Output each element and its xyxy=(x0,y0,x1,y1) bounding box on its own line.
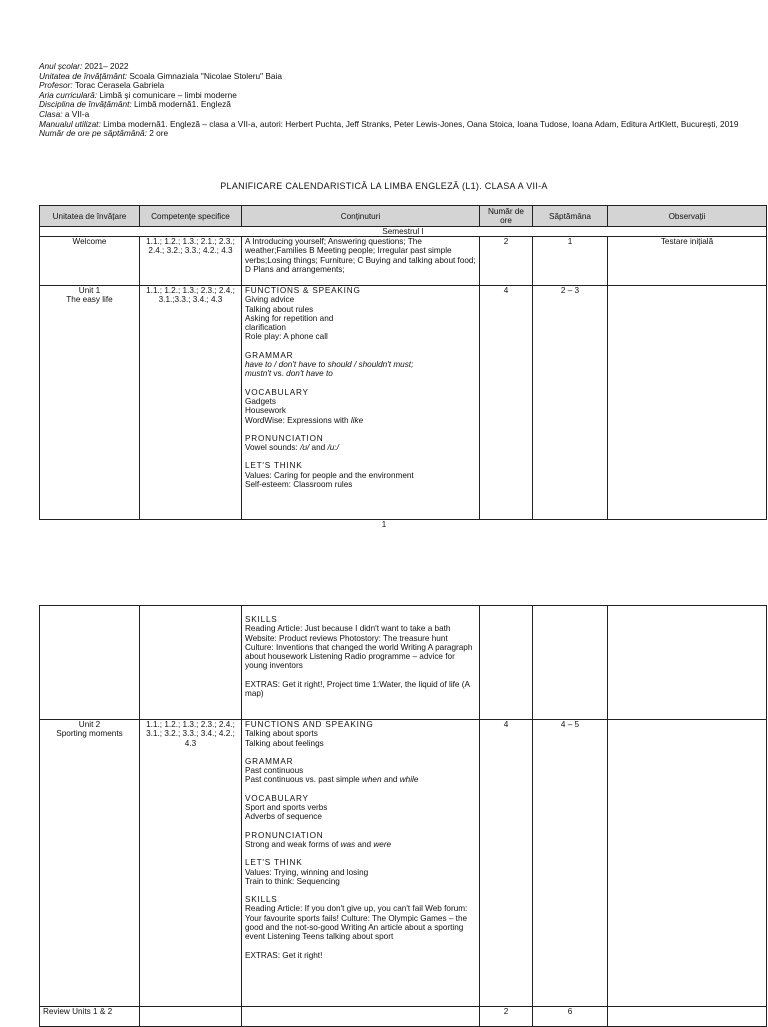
content-line: Values: Caring for people and the environment xyxy=(245,470,414,480)
content-line: Train to think: Sequencing xyxy=(245,876,340,886)
hours-value: 2 ore xyxy=(146,128,169,139)
contents-cell xyxy=(242,606,480,720)
pron-symbol: /u:/ xyxy=(327,443,339,453)
grammar-connector: vs. xyxy=(271,369,287,379)
teacher-label: Profesor: xyxy=(39,80,73,91)
contents-cell: A Introducing yourself; Answering questions; The weather;Families B Meeting people; Irregular past simple verbs;Losing things; Furniture; C Buying and talking about food; D Plans and arrangements; xyxy=(242,237,480,286)
notes-cell: Testare inițială xyxy=(608,237,767,286)
hours-cell xyxy=(480,606,533,720)
content-line: Gadgets xyxy=(245,396,276,406)
unit-cell xyxy=(40,286,140,520)
teacher-value: Torac Cerasela Gabriela xyxy=(72,80,165,91)
week-cell: 1 xyxy=(533,237,608,286)
semester-label: Semestrul I xyxy=(40,227,767,237)
unit-number: Unit 2 xyxy=(78,720,101,729)
extras-line: EXTRAS: Get it right!, Project time 1:Water, the liquid of life (A map) xyxy=(245,679,470,699)
content-line: Adverbs of sequence xyxy=(245,812,322,822)
week-cell: 2 – 3 xyxy=(533,286,608,520)
section-heading: SKILLS xyxy=(245,615,278,624)
grammar-term: while xyxy=(399,775,419,785)
content-line xyxy=(245,416,476,425)
subject-label: Disciplina de învățământ: xyxy=(39,99,132,110)
wordwise-term: like xyxy=(350,415,364,425)
section-heading: GRAMMAR xyxy=(245,350,294,360)
area-label: Aria curriculară: xyxy=(39,89,98,100)
planning-table-page-2 xyxy=(39,605,767,1027)
unit-cell xyxy=(40,720,140,1007)
content-paragraph: Reading Article: If you don't give up, you can't fail Web forum: Your favourite sports fails! Culture: The Olympic Games – the good and the not-so-good Writing An article about a sporting event Listening Teens talking about sport xyxy=(245,904,468,942)
content-line xyxy=(245,443,476,452)
section-heading: VOCABULARY xyxy=(245,793,309,803)
grammar-text: Past continuous vs. past simple xyxy=(245,775,362,785)
content-line: Role play: A phone call xyxy=(245,332,328,342)
content-line: Self-esteem: Classroom rules xyxy=(245,480,353,490)
table-row-welcome xyxy=(40,237,767,286)
extras-line: EXTRAS: Get it right! xyxy=(245,950,323,960)
content-line: Talking about sports xyxy=(245,729,318,739)
table-row-unit-1 xyxy=(40,286,767,520)
section-heading: SKILLS xyxy=(245,895,278,905)
header-unit: Unitatea de învățare xyxy=(40,206,140,227)
content-line xyxy=(245,369,476,378)
content-line xyxy=(245,840,476,849)
school-year-value: 2021– 2022 xyxy=(82,61,129,71)
semester-row xyxy=(40,227,767,237)
hours-cell: 2 xyxy=(480,237,533,286)
hours-label: Număr de ore pe săptămână: xyxy=(39,128,147,139)
week-cell xyxy=(533,606,608,720)
document-title: PLANIFICARE CALENDARISTICĂ LA LIMBA ENGLEZĂ (L1). CLASA A VII-A xyxy=(220,181,548,191)
school-year-label: Anul școlar: xyxy=(39,61,83,71)
week-cell: 4 – 5 xyxy=(533,720,608,1007)
content-line xyxy=(245,775,476,784)
content-line: Past continuous xyxy=(245,766,304,776)
pron-text: and xyxy=(309,443,328,453)
competences-cell: 1.1.; 1.2.; 1.3.; 2.3.; 2.4.; 3.1.;3.3.; 3.4.; 4.3 xyxy=(140,286,242,520)
unit-title: The easy life xyxy=(66,295,113,305)
section-heading: VOCABULARY xyxy=(245,387,309,397)
competences-cell: 1.1.; 1.2.; 1.3.; 2.1.; 2.3.; 2.4.; 3.2.; 3.3.; 4.2.; 4.3 xyxy=(140,237,242,286)
content-line: have to / don't have to should / shouldn't must; xyxy=(245,360,414,370)
section-heading: LET'S THINK xyxy=(245,858,303,868)
header-competences: Competențe specifice xyxy=(140,206,242,227)
class-value: a VII-a xyxy=(62,108,90,119)
pron-text: and xyxy=(355,839,374,849)
section-heading: PRONUNCIATION xyxy=(245,433,324,443)
pron-term: were xyxy=(373,839,392,849)
unit-title: Sporting moments xyxy=(56,729,123,739)
grammar-term: when xyxy=(361,775,382,785)
content-line: Talking about feelings xyxy=(245,738,324,748)
planning-table-page-1 xyxy=(39,205,767,520)
class-label: Clasa: xyxy=(39,108,63,119)
competences-cell: 1.1.; 1.2.; 1.3.; 2.3.; 2.4.; 3.1.; 3.2.; 3.3.; 3.4.; 4.2.; 4.3 xyxy=(140,720,242,1007)
competences-cell xyxy=(140,606,242,720)
subject-value: Limbă modernă1. Engleză xyxy=(131,99,231,110)
page-number: 1 xyxy=(381,520,387,529)
contents-cell xyxy=(242,720,480,1007)
section-heading: FUNCTIONS AND SPEAKING xyxy=(245,720,374,729)
header-notes: Observații xyxy=(608,206,767,227)
grammar-term: don't have to xyxy=(286,369,333,379)
notes-cell xyxy=(608,286,767,520)
content-line: Giving advice xyxy=(245,295,295,305)
pron-text: Strong and weak forms of xyxy=(245,839,341,849)
unit-number: Unit 1 xyxy=(78,286,101,295)
grammar-term: mustn't xyxy=(245,369,272,379)
table-header-row xyxy=(40,206,767,227)
pron-term: was xyxy=(340,839,356,849)
unit-cell: Welcome xyxy=(40,237,140,286)
school-unit-value: Scoala Gimnaziala "Nicolae Stoleru" Baia xyxy=(127,70,282,81)
section-heading: LET'S THINK xyxy=(245,461,303,471)
table-row-unit-2 xyxy=(40,720,767,1007)
document-metadata xyxy=(39,62,739,139)
section-heading: FUNCTIONS & SPEAKING xyxy=(245,286,361,295)
area-value: Limbă și comunicare – limbi moderne xyxy=(97,89,237,100)
section-heading: GRAMMAR xyxy=(245,756,294,766)
manual-value: Limba modernă1. Engleză – clasa a VII-a, autori: Herbert Puchta, Jeff Stranks, Peter Lewis-Jones, Oana Stoica, Ioana Tudose, Ioana Adam, Editura ArtKlett, București, 2019 xyxy=(100,118,739,129)
week-cell: 6 xyxy=(533,1007,608,1027)
pron-symbol: /ʊ/ xyxy=(300,443,310,453)
contents-cell xyxy=(242,286,480,520)
subject-line xyxy=(39,100,739,110)
unit-cell xyxy=(40,606,140,720)
content-line: Values: Trying, winning and losing xyxy=(245,867,369,877)
header-week: Săptămâna xyxy=(533,206,608,227)
header-contents: Conținuturi xyxy=(242,206,480,227)
hours-cell: 2 xyxy=(480,1007,533,1027)
grammar-text: and xyxy=(381,775,400,785)
unit-cell: Review Units 1 & 2 xyxy=(40,1007,140,1027)
header-hours: Număr de ore xyxy=(480,206,533,227)
content-line: clarification xyxy=(245,323,286,333)
content-line: Asking for repetition and xyxy=(245,313,334,323)
school-unit-label: Unitatea de învățământ: xyxy=(39,70,128,81)
content-line: Sport and sports verbs xyxy=(245,803,328,813)
wordwise-text: WordWise: Expressions with xyxy=(245,415,351,425)
pron-text: Vowel sounds: xyxy=(245,443,301,453)
content-paragraph: Reading Article: Just because I didn't want to take a bath Website: Product reviews Photostory: The treasure hunt Culture: Inventions that changed the world Writing A paragraph about housework Listening Radio programme – advice for young inventors xyxy=(245,624,473,671)
hours-line xyxy=(39,129,739,139)
hours-cell: 4 xyxy=(480,286,533,520)
table-row-unit-1-continued xyxy=(40,606,767,720)
notes-cell xyxy=(608,720,767,1007)
content-line: Housework xyxy=(245,406,286,416)
section-heading: PRONUNCIATION xyxy=(245,830,324,840)
manual-label: Manualul utilizat: xyxy=(39,118,101,129)
hours-cell: 4 xyxy=(480,720,533,1007)
notes-cell xyxy=(608,606,767,720)
content-line: Talking about rules xyxy=(245,304,314,314)
